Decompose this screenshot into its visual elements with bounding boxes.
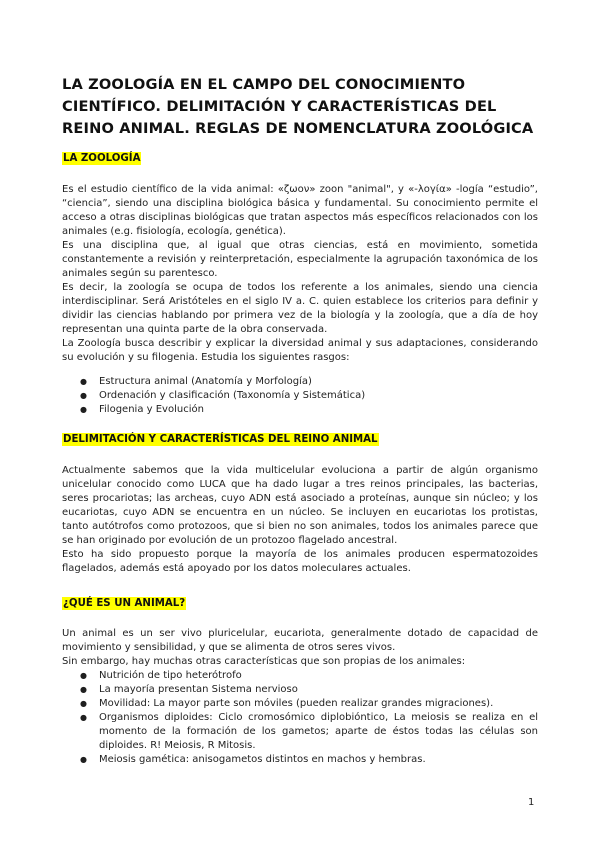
animal-features-bullet-list (62, 669, 538, 767)
paragraph: La Zoología busca describir y explicar la diversidad animal y sus adaptaciones, considerando su evolución y su filogenia. Estudia los siguientes rasgos: (62, 338, 538, 363)
paragraph: Es el estudio científico de la vida animal: «ζωον» zoon "animal", y «-λογία» -logía “estudio”, “ciencia”, siendo una disciplina biológica básica y fundamental. Su conocimiento permite el acceso a otras disciplinas biológicas que tratan aspectos más específicos relacionados con los animales (e.g. fisiología, ecología, genética). (62, 184, 538, 237)
list-item: ● Meiosis gamética: anisogametos distintos en machos y hembras. (62, 753, 538, 767)
list-item: ● La mayoría presentan Sistema nervioso (62, 683, 538, 697)
page-number: 1 (528, 797, 535, 808)
highlighted-heading-text: DELIMITACIÓN Y CARACTERÍSTICAS DEL REINO ANIMAL (63, 434, 378, 445)
section-zoologia-body (62, 183, 538, 365)
traits-bullet-list (62, 375, 538, 417)
highlighted-heading-text: LA ZOOLOGÍA (63, 153, 141, 164)
list-item: ● Organismos diploides: Ciclo cromosómico diplobióntico, La meiosis se realiza en el momento de la formación de los gametos; aparte de éstos todas las células son diploides. R! Meiosis, R Mitosis. (62, 711, 538, 753)
section-heading-delimitacion (62, 433, 379, 447)
list-item: ● Filogenia y Evolución (62, 403, 538, 417)
section-heading-que-es-un-animal (62, 597, 186, 611)
paragraph: Un animal es un ser vivo pluricelular, eucariota, generalmente dotado de capacidad de movimiento y sensibilidad, y que se alimenta de otros seres vivos. (62, 628, 538, 653)
paragraph: Esto ha sido propuesto porque la mayoría de los animales producen espermatozoides flagelados, además está apoyado por los datos moleculares actuales. (62, 549, 538, 574)
list-item: ● Ordenación y clasificación (Taxonomía y Sistemática) (62, 389, 538, 403)
paragraph: Sin embargo, hay muchas otras características que son propias de los animales: (62, 656, 466, 667)
section-animal-body (62, 627, 538, 669)
list-item: ● Nutrición de tipo heterótrofo (62, 669, 538, 683)
list-item: ● Movilidad: La mayor parte son móviles (pueden realizar grandes migraciones). (62, 697, 538, 711)
list-item: ● Estructura animal (Anatomía y Morfología) (62, 375, 538, 389)
section-delimitacion-body (62, 464, 538, 576)
paragraph: Actualmente sabemos que la vida multicelular evoluciona a partir de algún organismo unicelular conocido como LUCA que ha dado lugar a tres reinos principales, las bacterias, seres procariotas; las archeas, cuyo ADN está asociado a proteínas, aunque sin núcleo; y los eucariotas, cuyo ADN se encuentra en un núcleo. Se incluyen en eucariotas los protistas, tanto autótrofos como protozoos, que si bien no son animales, todos los animales parece que se han originado por evolución de un protozoo flagelado ancestral. (62, 465, 538, 546)
paragraph: Es una disciplina que, al igual que otras ciencias, está en movimiento, sometida constantemente a revisión y reinterpretación, especialmente la agrupación taxonómica de los animales según su parentesco. (62, 240, 538, 279)
highlighted-heading-text: ¿QUÉ ES UN ANIMAL? (63, 598, 186, 609)
section-heading-zoologia (62, 152, 141, 166)
page-title: LA ZOOLOGÍA EN EL CAMPO DEL CONOCIMIENTO CIENTÍFICO. DELIMITACIÓN Y CARACTERÍSTICAS DEL REINO ANIMAL. REGLAS DE NOMENCLATURA ZOOLÓGICA (62, 76, 534, 137)
paragraph: Es decir, la zoología se ocupa de todos los referente a los animales, siendo una ciencia interdisciplinar. Será Aristóteles en el siglo IV a. C. quien establece los criterios para definir y dividir las ciencias hablando por primera vez de la biología y la zoología, que a día de hoy representan una quinta parte de la obra conservada. (62, 282, 538, 335)
